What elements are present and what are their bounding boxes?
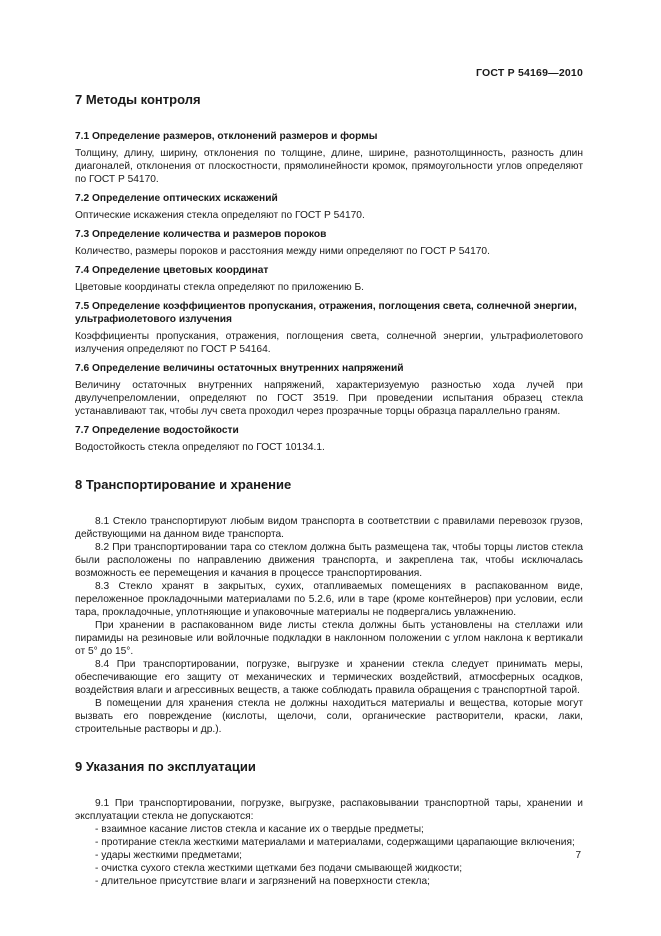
section-8-4-text: 8.4 При транспортировании, погрузке, выгрузке и хранении стекла следует принимать меры, обеспечивающие его защиту от механических и термических воздействий, атмосферных осадков, воздействия влаги и агрессивных веществ, а также соблюдать правила обращения с транспортной тарой. [75, 659, 583, 696]
section-7-5-text: Коэффициенты пропускания, отражения, поглощения света, солнечной энергии, ультрафиолетового излучения определяют по ГОСТ Р 54164. [75, 331, 583, 355]
section-7-6-heading: 7.6 Определение величины остаточных внутренних напряжений [75, 363, 404, 374]
list-item: - удары жесткими предметами; [95, 850, 242, 861]
section-9-title: 9 Указания по эксплуатации [75, 759, 256, 774]
list-item: - протирание стекла жесткими материалами и материалами, содержащими царапающие включения; [95, 837, 575, 848]
section-9-1-text: 9.1 При транспортировании, погрузке, выгрузке, распаковывании транспортной тары, хранении и эксплуатации стекла не допускаются: [75, 798, 583, 822]
section-7-title: 7 Методы контроля [75, 92, 201, 107]
section-7-1-text: Толщину, длину, ширину, отклонения по толщине, длине, ширине, разнотолщинность, разность длин диагоналей, отклонения от плоскостности, прямолинейности кромок, прямоугольности углов определяют по ГОСТ Р 54170. [75, 148, 583, 185]
list-item: - взаимное касание листов стекла и касание их о твердые предметы; [95, 824, 424, 835]
page-content [75, 93, 583, 888]
section-8-title: 8 Транспортирование и хранение [75, 477, 292, 492]
section-7-2-text: Оптические искажения стекла определяют по ГОСТ Р 54170. [75, 210, 365, 221]
section-7-4-heading: 7.4 Определение цветовых координат [75, 265, 269, 276]
section-8-3-storage-text: При хранении в распакованном виде листы стекла должны быть установлены на стеллажи или пирамиды на резиновые или войлочные подкладки в наклонном положении с углом наклона к вертикали от 5° до 15°. [75, 620, 583, 657]
section-8-4-storage-text: В помещении для хранения стекла не должны находиться материалы и вещества, которые могут вызвать его повреждение (кислоты, щелочи, соли, органические растворители, краски, лаки, строительные растворы и др.). [75, 698, 583, 735]
section-7-7-heading: 7.7 Определение водостойкости [75, 425, 239, 436]
section-7-6-text: Величину остаточных внутренних напряжений, характеризуемую разностью хода лучей при двулучепреломлении, определяют по ГОСТ 3519. При проведении испытания образец стекла устанавливают так, чтобы луч света проходил через прозрачные торцы образца параллельно граням. [75, 380, 583, 417]
section-7-3-heading: 7.3 Определение количества и размеров пороков [75, 229, 327, 240]
section-8-1-text: 8.1 Стекло транспортируют любым видом транспорта в соответствии с правилами перевозок грузов, действующими на данном виде транспорта. [75, 516, 583, 540]
section-7-5-heading: 7.5 Определение коэффициентов пропускания, отражения, поглощения света, солнечной энергии, ультрафиолетового излучения [75, 301, 577, 325]
section-8-3-text: 8.3 Стекло хранят в закрытых, сухих, отапливаемых помещениях в распакованном виде, переложенное прокладочными материалами по 5.2.6, или в таре (кроме контейнеров) при условии, если тара, прокладочные, уплотняющие и упаковочные материалы не подвергались увлажнению. [75, 581, 583, 618]
section-7-4-text: Цветовые координаты стекла определяют по приложению Б. [75, 282, 365, 293]
document-id-header: ГОСТ Р 54169—2010 [475, 67, 583, 79]
section-7-1-heading: 7.1 Определение размеров, отклонений размеров и формы [75, 131, 378, 142]
section-7-3-text: Количество, размеры пороков и расстояния между ними определяют по ГОСТ Р 54170. [75, 246, 490, 257]
list-item: - очистка сухого стекла жесткими щетками без подачи смывающей жидкости; [95, 863, 463, 874]
list-item: - длительное присутствие влаги и загрязнений на поверхности стекла; [95, 876, 430, 887]
page-number: 7 [575, 850, 581, 861]
section-7-7-text: Водостойкость стекла определяют по ГОСТ 10134.1. [75, 442, 325, 453]
section-8-2-text: 8.2 При транспортировании тара со стеклом должна быть размещена так, чтобы торцы листов стекла были расположены по направлению движения транспорта, и закреплена так, чтобы исключалась возможность ее перемещения и качания в процессе транспортирования. [75, 542, 583, 579]
section-7-2-heading: 7.2 Определение оптических искажений [75, 193, 278, 204]
